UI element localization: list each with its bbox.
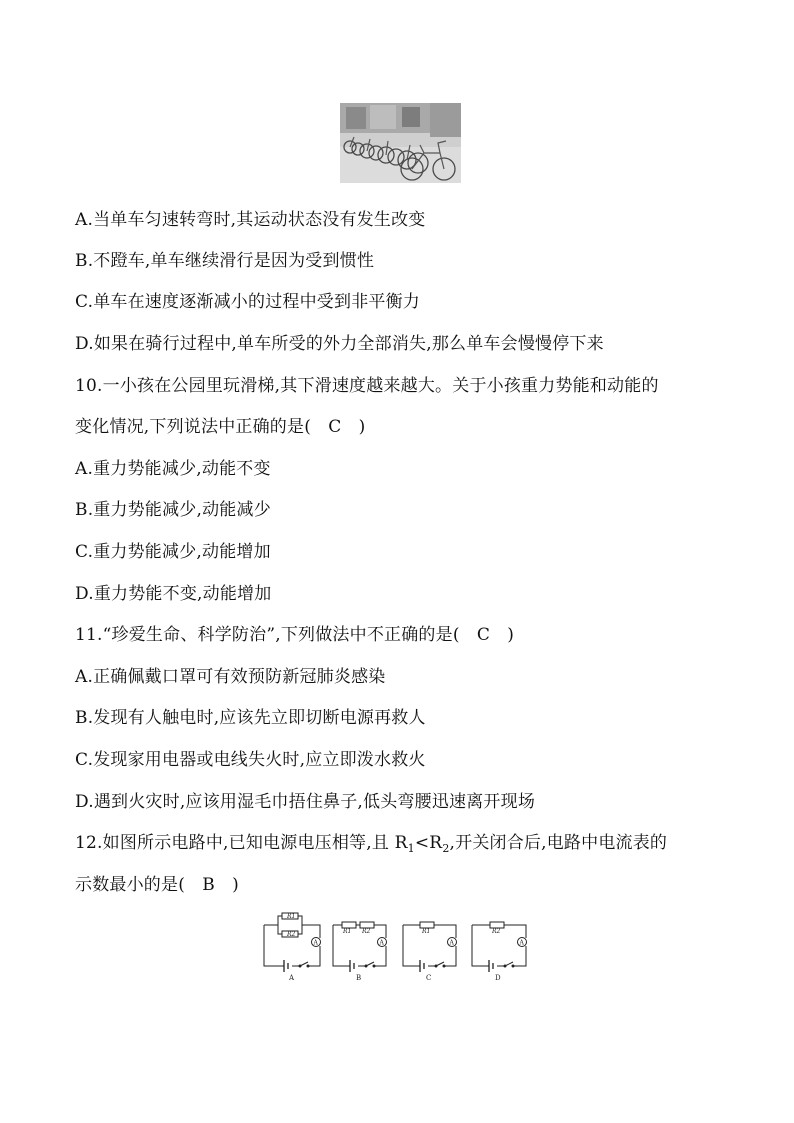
circuit-c-ammeter-label: A [449, 939, 454, 947]
q10-stem-line2: 变化情况,下列说法中正确的是( C ) [75, 417, 366, 437]
circuit-c-label: C [426, 974, 432, 982]
q12-stem-line2: 示数最小的是( B ) [75, 875, 239, 895]
q11-option-c: C.发现家用电器或电线失火时,应立即泼水救火 [75, 750, 426, 770]
q10-option-c: C.重力势能减少,动能增加 [75, 542, 271, 562]
q9-option-d: D.如果在骑行过程中,单车所受的外力全部消失,那么单车会慢慢停下来 [75, 334, 604, 354]
circuit-d [472, 922, 527, 982]
circuit-b-ammeter-label: A [379, 939, 384, 947]
circuit-a-ammeter-label: A [313, 939, 318, 947]
circuit-d-r2-label: R2 [492, 928, 501, 935]
q11-option-a: A.正确佩戴口罩可有效预防新冠肺炎感染 [75, 667, 386, 687]
q11-option-d: D.遇到火灾时,应该用湿毛巾捂住鼻子,低头弯腰迅速离开现场 [75, 792, 536, 812]
q9-option-b: B.不蹬车,单车继续滑行是因为受到惯性 [75, 251, 375, 271]
q10-stem-line1: 10.一小孩在公园里玩滑梯,其下滑速度越来越大。关于小孩重力势能和动能的 [75, 376, 659, 396]
q10-option-d: D.重力势能不变,动能增加 [75, 584, 272, 604]
q9-option-a: A.当单车匀速转弯时,其运动状态没有发生改变 [75, 210, 426, 230]
circuit-b-label: B [356, 974, 362, 982]
circuit-a [264, 913, 321, 982]
circuit-c [403, 922, 457, 982]
shared-bikes-photo [340, 103, 461, 183]
q12-sub2: 2 [442, 842, 450, 855]
q10-option-b: B.重力势能减少,动能减少 [75, 500, 271, 520]
circuit-d-label: D [495, 974, 501, 982]
circuit-a-r1-label: R1 [287, 913, 296, 920]
q12-lt: <R [414, 833, 443, 853]
circuit-diagrams [258, 911, 536, 983]
q12-stem-part2: ,开关闭合后,电路中电流表的 [449, 833, 668, 853]
q11-option-b: B.发现有人触电时,应该先立即切断电源再救人 [75, 708, 426, 728]
q12-stem-line1 [75, 832, 667, 860]
circuit-a-label: A [289, 974, 295, 982]
q12-stem-part1: 12.如图所示电路中,已知电源电压相等,且 R [75, 833, 408, 853]
q9-option-c: C.单车在速度逐渐减小的过程中受到非平衡力 [75, 292, 421, 312]
q12-sub1: 1 [407, 842, 415, 855]
circuit-b-r2-label: R2 [362, 928, 371, 935]
circuit-a-r2-label: R2 [287, 931, 296, 938]
q11-stem: 11.“珍爱生命、科学防治”,下列做法中不正确的是( C ) [75, 625, 515, 645]
circuit-b-r1-label: R1 [343, 928, 352, 935]
q10-option-a: A.重力势能减少,动能不变 [75, 459, 271, 479]
circuit-b [333, 922, 387, 982]
circuit-c-r1-label: R1 [422, 928, 431, 935]
circuit-d-ammeter-label: A [519, 939, 524, 947]
